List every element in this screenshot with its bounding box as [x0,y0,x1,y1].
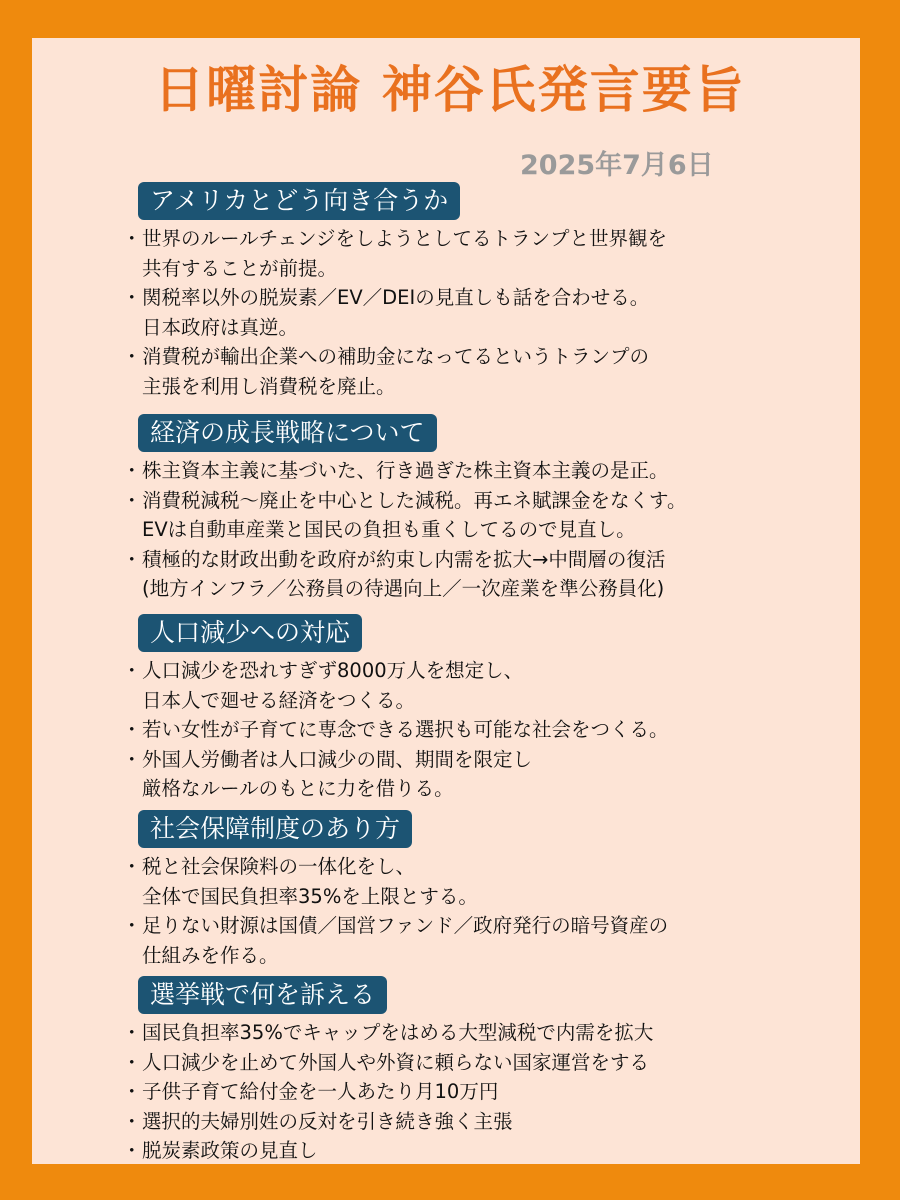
item-line: ・ 株主資本主義に基づいた、行き過ぎた株主資本主義の是正。 [142,459,669,482]
page-title: 日曜討論 神谷氏発言要旨 [154,61,746,119]
list-item [124,852,824,911]
list-item [124,745,824,804]
list-item [124,1107,824,1137]
item-line: 日本人で廻せる経済をつくる。 [142,688,416,712]
list-item [124,1077,824,1107]
list-item [124,342,824,401]
list-item [124,456,824,486]
item-line: ・ 子供子育て給付金を一人あたり月10万円 [142,1080,499,1103]
item-line: ・ 消費税減税〜廃止を中心とした減税。再エネ賦課金をなくす。 [142,488,687,512]
section-election [124,976,824,1166]
item-line: ・ 消費税が輸出企業への補助金になってるというトランプの [142,345,650,368]
list-item [124,1136,824,1166]
section-heading: 経済の成長戦略について [138,414,437,452]
list-item [124,283,824,342]
date-label: 2025年7月6日 [520,150,714,181]
section-heading: アメリカとどう向き合うか [138,182,460,220]
section-population [124,614,824,804]
item-line: 主張を利用し消費税を廃止。 [142,374,396,398]
section-heading: 社会保障制度のあり方 [138,810,412,848]
item-line: 全体で国民負担率35%を上限とする。 [142,884,478,908]
list-item [124,486,824,545]
list-item [124,1048,824,1078]
list-item [124,224,824,283]
item-line: ・ 足りない財源は国債／国営ファンド／政府発行の暗号資産の [142,914,669,937]
item-line: 共有することが前提。 [142,256,338,280]
item-line: 日本政府は真逆。 [142,315,299,339]
item-line: ・ 国民負担率35%でキャップをはめる大型減税で内需を拡大 [142,1021,654,1044]
item-line: ・ 外国人労働者は人口減少の間、期間を限定し [142,747,533,771]
section-economy [124,414,824,604]
list-item [124,656,824,715]
item-line: ・ 世界のルールチェンジをしようとしてるトランプと世界観を [142,227,668,250]
item-line: (地方インフラ／公務員の待遇向上／一次産業を準公務員化) [142,577,665,600]
section-heading: 人口減少への対応 [138,614,362,652]
item-line: ・ 積極的な財政出動を政府が約束し内需を拡大→中間層の復活 [142,547,666,571]
section-heading: 選挙戦で何を訴える [138,976,387,1014]
section-social-security [124,810,824,970]
item-line: EVは自動車産業と国民の負担も重くしてるので見直し。 [142,518,636,541]
item-line: ・ 若い女性が子育てに専念できる選択も可能な社会をつくる。 [142,718,669,741]
item-line: ・ 選択的夫婦別姓の反対を引き続き強く主張 [142,1109,513,1133]
list-item [124,911,824,970]
item-line: ・ 税と社会保険料の一体化をし、 [142,855,416,878]
list-item [124,715,824,745]
list-item [124,1018,824,1048]
item-line: ・ 脱炭素政策の見直し [142,1139,318,1162]
item-line: ・ 人口減少を恐れすぎず8000万人を想定し、 [142,659,524,682]
list-item [124,545,824,604]
section-america [124,182,824,401]
item-line: ・ 人口減少を止めて外国人や外資に頼らない国家運営をする [142,1050,650,1074]
item-line: 仕組みを作る。 [142,943,279,967]
item-line: ・ 関税率以外の脱炭素／EV／DEIの見直しも話を合わせる。 [142,286,650,309]
item-line: 厳格なルールのもとに力を借りる。 [142,777,454,800]
